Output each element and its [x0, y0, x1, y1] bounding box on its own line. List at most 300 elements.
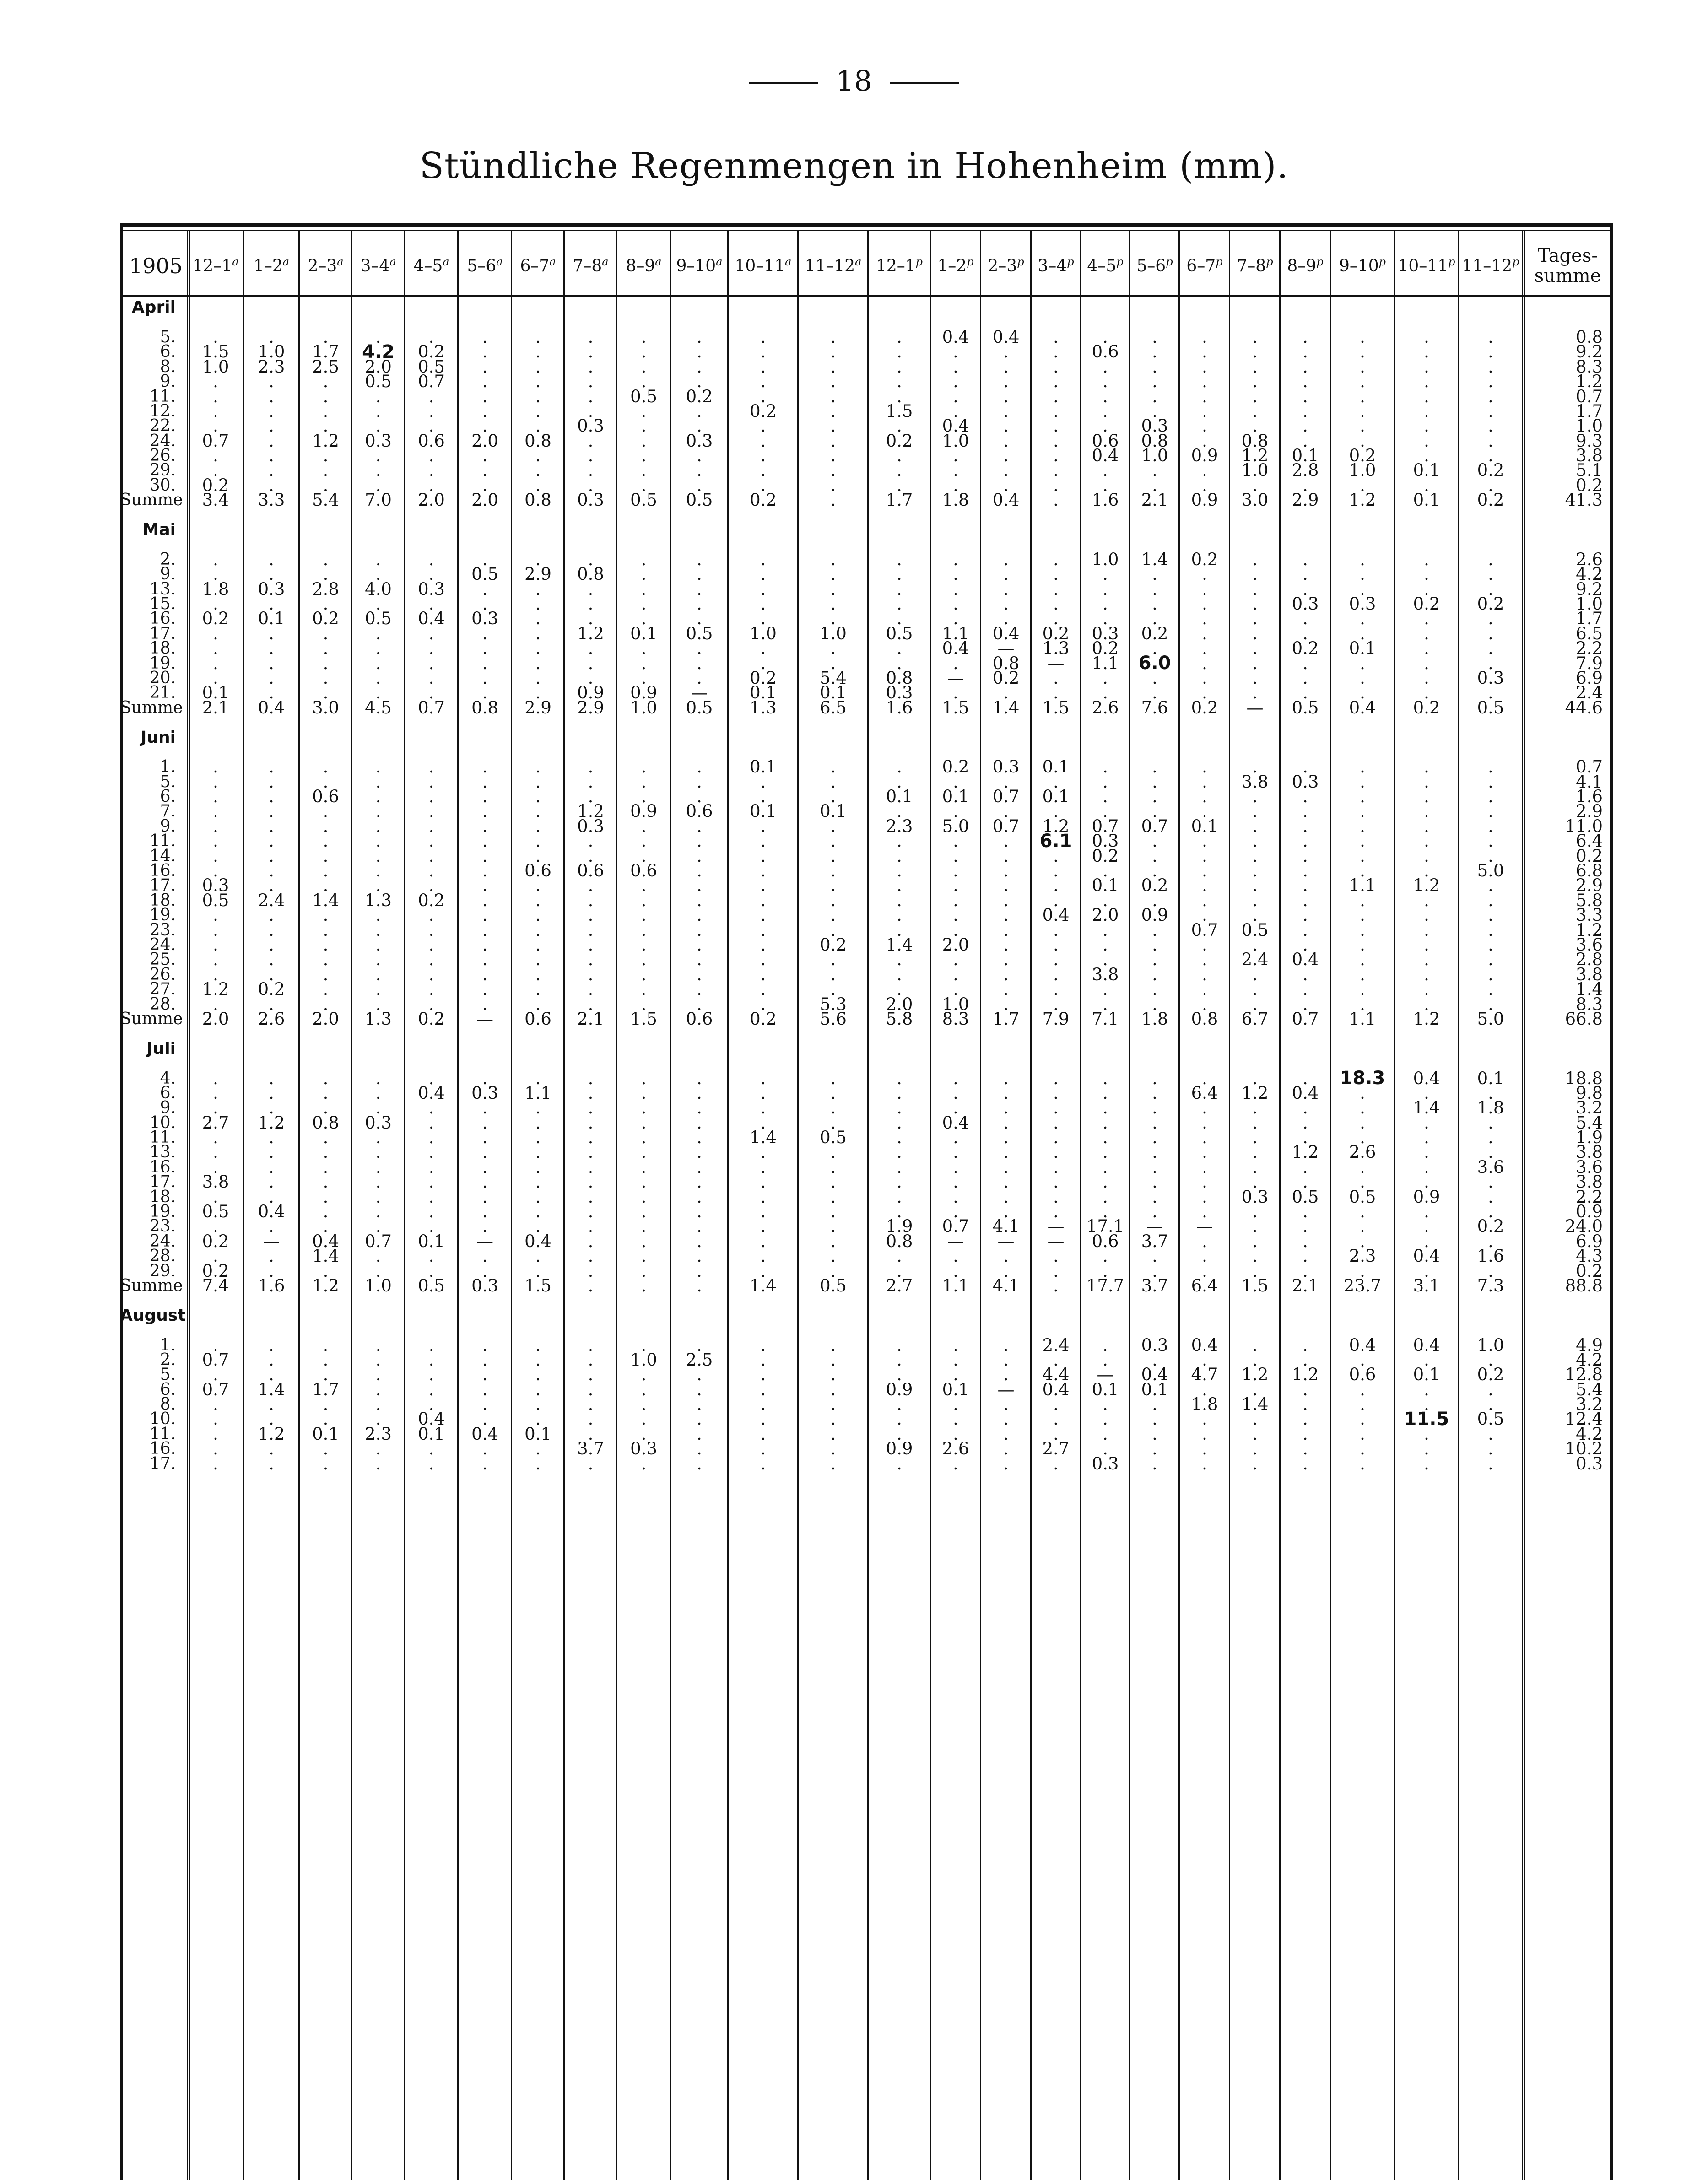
sum-value: 0.5: [630, 490, 657, 510]
hourly-value: .: [482, 1098, 488, 1118]
spacer-cell: [1523, 1308, 1613, 1323]
hourly-value: .: [697, 994, 702, 1014]
hourly-value: .: [588, 757, 594, 777]
hourly-value: .: [760, 1113, 766, 1133]
hourly-value: .: [1202, 475, 1207, 495]
hourly-value: 0.2: [1477, 460, 1504, 481]
daily-total: 5.4: [1576, 1379, 1603, 1399]
hourly-value: .: [1152, 1098, 1157, 1118]
hourly-value: .: [830, 890, 836, 910]
hourly-value: .: [1003, 1128, 1009, 1148]
hourly-value: .: [428, 1157, 434, 1177]
spacer-cell: [1130, 300, 1179, 315]
day-label: 18.: [149, 639, 176, 658]
hourly-value: .: [1152, 890, 1157, 910]
hourly-value: .: [588, 875, 594, 896]
hourly-value: .: [1488, 446, 1493, 466]
hourly-value: .: [1152, 801, 1157, 821]
hourly-value: —: [947, 1231, 964, 1251]
daily-total: 6.9: [1576, 1231, 1603, 1251]
hourly-value: —: [997, 1231, 1015, 1251]
daily-total: 9.2: [1576, 579, 1603, 599]
hourly-value: .: [760, 1202, 766, 1222]
hour-range: 10–11: [735, 256, 785, 275]
hourly-value: .: [760, 1261, 766, 1281]
hourly-value: .: [535, 1246, 541, 1266]
hourly-value: .: [213, 386, 218, 406]
hourly-value: .: [1252, 1068, 1258, 1088]
hourly-value: .: [269, 594, 274, 614]
day-label: 11.: [149, 1424, 176, 1443]
hourly-value: .: [830, 446, 836, 466]
hourly-value: 2.3: [258, 356, 285, 377]
hourly-value: .: [1360, 1216, 1365, 1237]
hourly-value: .: [1424, 638, 1429, 659]
hourly-value: .: [588, 1394, 594, 1415]
hourly-value: .: [760, 861, 766, 881]
hourly-value: .: [1360, 342, 1365, 362]
hourly-value: 1.4: [1413, 1098, 1440, 1118]
hourly-value: .: [897, 416, 902, 436]
hourly-value: .: [375, 1068, 381, 1088]
sum-value: 2.9: [577, 697, 604, 718]
hourly-value: 0.4: [1191, 1335, 1218, 1355]
spacer-cell: [1280, 1042, 1330, 1056]
hourly-value: .: [1053, 683, 1059, 703]
hourly-value: .: [269, 1157, 274, 1177]
hourly-value: 1.4: [258, 1379, 285, 1399]
hourly-value: .: [1488, 372, 1493, 392]
hourly-value: 4.0: [365, 579, 392, 599]
hourly-value: .: [1202, 890, 1207, 910]
hourly-value: .: [428, 683, 434, 703]
daily-total: 6.5: [1576, 623, 1603, 643]
spacer-cell: [352, 508, 405, 522]
hourly-value: .: [1424, 683, 1429, 703]
table-row: [120, 1383, 1613, 1397]
hourly-value: .: [1103, 1172, 1108, 1192]
sum-value: 1.0: [630, 697, 657, 718]
hourly-value: .: [269, 1409, 274, 1429]
spacer-cell: [617, 1308, 670, 1323]
hourly-value: .: [535, 757, 541, 777]
hourly-value: .: [1202, 1113, 1207, 1133]
table-row: [120, 582, 1613, 596]
hourly-value: .: [1252, 846, 1258, 866]
hourly-value: .: [641, 594, 647, 614]
day-label: 16.: [149, 861, 176, 880]
daily-total: 3.8: [1576, 1172, 1603, 1192]
hourly-value: .: [953, 1394, 958, 1415]
hourly-value: .: [428, 1394, 434, 1415]
sum-value: 2.1: [577, 1009, 604, 1029]
hourly-value: 0.4: [418, 1409, 445, 1429]
hourly-value: .: [1360, 609, 1365, 629]
hourly-value: .: [588, 1246, 594, 1266]
hourly-value: .: [375, 1439, 381, 1459]
hourly-value: .: [428, 979, 434, 999]
hour-range: 6–7: [1186, 256, 1216, 275]
hourly-value: .: [760, 1379, 766, 1399]
hourly-value: .: [1360, 846, 1365, 866]
table-row: [120, 1160, 1613, 1175]
hourly-value: .: [760, 1216, 766, 1237]
sum-value: 2.6: [1092, 697, 1119, 718]
hourly-value: .: [535, 994, 541, 1014]
spacer-cell: [1330, 508, 1395, 522]
hourly-value: .: [535, 342, 541, 362]
hourly-value: 0.2: [202, 1231, 229, 1251]
hourly-value: 0.3: [471, 1083, 498, 1103]
hour-ampm: p: [1378, 255, 1386, 268]
hourly-value: .: [375, 416, 381, 436]
hourly-value: .: [482, 979, 488, 999]
hourly-value: .: [323, 1083, 329, 1103]
hourly-value: .: [1488, 386, 1493, 406]
hourly-value: .: [213, 846, 218, 866]
spacer-cell: [728, 1026, 798, 1041]
sum-value: 1.1: [1349, 1009, 1376, 1029]
day-label: 14.: [149, 846, 176, 865]
sum-value: 0.3: [577, 490, 604, 510]
hourly-value: .: [641, 1128, 647, 1148]
spacer-cell: [1081, 523, 1130, 537]
hourly-value: .: [697, 1439, 702, 1459]
hourly-value: .: [1488, 920, 1493, 940]
hourly-value: .: [213, 446, 218, 466]
daily-total: 10.2: [1565, 1439, 1603, 1459]
hourly-value: .: [1424, 579, 1429, 599]
hourly-value: .: [588, 890, 594, 910]
hourly-value: .: [760, 1409, 766, 1429]
hourly-value: 0.3: [471, 609, 498, 629]
hourly-value: .: [1360, 416, 1365, 436]
hourly-value: .: [697, 1394, 702, 1415]
hourly-value: .: [482, 1187, 488, 1207]
hourly-value: .: [1252, 1142, 1258, 1162]
hourly-value: .: [1202, 1439, 1207, 1459]
hourly-value: .: [1053, 890, 1059, 910]
hourly-value: .: [760, 356, 766, 377]
spacer-cell: [670, 1308, 728, 1323]
hourly-value: .: [482, 327, 488, 347]
hourly-value: .: [697, 831, 702, 851]
hourly-value: .: [1252, 549, 1258, 569]
hourly-value: .: [1488, 934, 1493, 955]
hourly-value: .: [535, 1068, 541, 1088]
hourly-value: .: [428, 757, 434, 777]
hourly-value: 0.4: [1413, 1246, 1440, 1266]
hourly-value: .: [535, 1202, 541, 1222]
hourly-value: .: [1003, 979, 1009, 999]
hourly-value: .: [428, 831, 434, 851]
hourly-value: .: [1252, 564, 1258, 584]
hourly-value: .: [323, 994, 329, 1014]
hourly-value: .: [482, 1068, 488, 1088]
hourly-value: .: [830, 1394, 836, 1415]
hourly-value: .: [213, 994, 218, 1014]
spacer-cell: [243, 300, 299, 315]
hourly-value: .: [323, 1098, 329, 1118]
hourly-value: .: [760, 1246, 766, 1266]
hourly-value: .: [641, 1142, 647, 1162]
hourly-value: .: [1003, 934, 1009, 955]
daily-total: 2.9: [1576, 875, 1603, 896]
spacer-cell: [352, 715, 405, 730]
hourly-value: .: [1003, 1083, 1009, 1103]
hourly-value: .: [760, 905, 766, 925]
hourly-value: .: [323, 1439, 329, 1459]
table-row: [120, 1130, 1613, 1145]
spacer-cell: [405, 1042, 458, 1056]
hour-range: 6–7: [520, 256, 550, 275]
hourly-value: .: [535, 1128, 541, 1148]
hourly-value: .: [535, 846, 541, 866]
hourly-value: .: [1303, 905, 1308, 925]
daily-total: 9.2: [1576, 342, 1603, 362]
hourly-value: .: [641, 1365, 647, 1385]
sum-value: 1.8: [942, 490, 969, 510]
hourly-value: .: [1103, 401, 1108, 421]
hourly-value: 1.5: [886, 401, 913, 421]
hourly-value: .: [1152, 327, 1157, 347]
hourly-value: .: [830, 875, 836, 896]
hourly-value: .: [428, 1098, 434, 1118]
hourly-value: .: [1152, 1261, 1157, 1281]
sum-value: 0.2: [1191, 697, 1218, 718]
day-label: 19.: [149, 654, 176, 673]
daily-total: 0.2: [1576, 846, 1603, 866]
hourly-value: .: [1424, 846, 1429, 866]
hourly-value: .: [323, 1350, 329, 1370]
sum-value: 0.8: [1191, 1009, 1218, 1029]
hourly-value: .: [269, 861, 274, 881]
hourly-value: .: [641, 890, 647, 910]
hourly-value: .: [897, 1365, 902, 1385]
hourly-value: .: [953, 1424, 958, 1444]
sum-value: 7.4: [202, 1275, 229, 1296]
hourly-value: .: [1424, 1231, 1429, 1251]
hourly-value: .: [1202, 875, 1207, 896]
hourly-value: 1.2: [1241, 446, 1269, 466]
hourly-value: .: [1303, 416, 1308, 436]
hourly-value: .: [1152, 579, 1157, 599]
hourly-value: .: [1103, 1142, 1108, 1162]
hourly-value: .: [1424, 801, 1429, 821]
hourly-value: .: [1252, 861, 1258, 881]
hourly-value: 0.2: [202, 609, 229, 629]
hourly-value: .: [482, 683, 488, 703]
hourly-value: .: [897, 564, 902, 584]
hourly-value: .: [269, 1128, 274, 1148]
hourly-value: .: [1202, 1098, 1207, 1118]
hourly-value: .: [482, 1172, 488, 1192]
sum-value: 2.9: [1292, 490, 1319, 510]
day-label: 17.: [149, 1172, 176, 1192]
hourly-value: 1.0: [750, 623, 777, 643]
hourly-value: .: [830, 460, 836, 481]
hourly-value: 5.0: [1477, 861, 1504, 881]
spacer-cell: [930, 1308, 981, 1323]
hour-ampm: p: [1316, 255, 1324, 268]
hourly-value: .: [1003, 446, 1009, 466]
hourly-value: .: [1303, 431, 1308, 451]
hourly-value: .: [1360, 653, 1365, 673]
hourly-value: 2.4: [1042, 1335, 1070, 1355]
hourly-value: .: [482, 816, 488, 836]
sum-value: 1.6: [258, 1275, 285, 1296]
hourly-value: .: [697, 875, 702, 896]
hourly-value: .: [428, 623, 434, 643]
hourly-value: .: [1488, 342, 1493, 362]
spacer-cell: [1031, 523, 1081, 537]
day-label: 19.: [149, 1202, 176, 1221]
spacer-cell: [299, 730, 352, 745]
hourly-value: .: [482, 1202, 488, 1222]
hourly-value: .: [897, 950, 902, 970]
hourly-value: .: [323, 1128, 329, 1148]
hourly-value: 0.1: [1292, 446, 1319, 466]
hourly-value: .: [1103, 1394, 1108, 1415]
hourly-value: .: [375, 594, 381, 614]
table-row: [120, 1101, 1613, 1115]
day-label: 18.: [149, 891, 176, 910]
hourly-value: .: [1053, 549, 1059, 569]
table-row: [120, 597, 1613, 611]
spacer-cell: [243, 1042, 299, 1056]
spacer-cell: [798, 730, 868, 745]
day-label: 5.: [160, 772, 176, 791]
bold-value: 18.3: [1340, 1068, 1385, 1089]
hourly-value: .: [1303, 327, 1308, 347]
hourly-value: .: [1252, 623, 1258, 643]
hourly-value: .: [1360, 623, 1365, 643]
hourly-value: 0.9: [1413, 1187, 1440, 1207]
hourly-value: .: [1053, 1098, 1059, 1118]
hourly-value: .: [375, 668, 381, 688]
table-row: [120, 1353, 1613, 1367]
daily-total: 4.2: [1576, 1350, 1603, 1370]
hourly-value: .: [760, 460, 766, 481]
sum-value: 2.9: [524, 697, 551, 718]
hourly-value: 2.3: [365, 1424, 392, 1444]
hourly-value: .: [1360, 579, 1365, 599]
hourly-value: .: [1202, 1172, 1207, 1192]
spacer-cell: [798, 508, 868, 522]
hourly-value: .: [375, 1409, 381, 1429]
hourly-value: .: [1424, 1202, 1429, 1222]
hourly-value: 0.2: [1141, 623, 1168, 643]
table-row: [120, 463, 1613, 478]
hourly-value: .: [1003, 475, 1009, 495]
hour-header: [670, 232, 728, 300]
hourly-value: .: [213, 1142, 218, 1162]
hourly-value: .: [1003, 609, 1009, 629]
hourly-value: .: [897, 1113, 902, 1133]
hourly-value: .: [1152, 787, 1157, 807]
hourly-value: .: [1202, 801, 1207, 821]
hourly-value: .: [1252, 1157, 1258, 1177]
table-row: [120, 345, 1613, 359]
hourly-value: .: [830, 1231, 836, 1251]
sum-value: 1.3: [365, 1009, 392, 1029]
hourly-value: .: [213, 1365, 218, 1385]
hourly-value: .: [760, 1142, 766, 1162]
hourly-value: .: [1360, 1172, 1365, 1192]
hourly-value: .: [830, 1261, 836, 1281]
hourly-value: 0.9: [577, 683, 604, 703]
day-label: 11.: [149, 1128, 176, 1147]
hourly-value: .: [1152, 1202, 1157, 1222]
hourly-value: .: [1424, 994, 1429, 1014]
spacer-cell: [1179, 1308, 1230, 1323]
hourly-value: .: [1103, 668, 1108, 688]
hourly-value: .: [897, 327, 902, 347]
hourly-value: .: [213, 861, 218, 881]
hourly-value: 0.9: [1191, 446, 1218, 466]
hourly-value: .: [375, 920, 381, 940]
hourly-value: .: [760, 920, 766, 940]
hourly-value: .: [1202, 1453, 1207, 1474]
hourly-value: .: [269, 994, 274, 1014]
hourly-value: .: [535, 579, 541, 599]
hourly-value: .: [1003, 846, 1009, 866]
hourly-value: 0.1: [630, 623, 657, 643]
hourly-value: 1.2: [577, 623, 604, 643]
hourly-value: 1.2: [1413, 875, 1440, 896]
hourly-value: .: [535, 460, 541, 481]
hourly-value: .: [588, 356, 594, 377]
hourly-value: .: [375, 386, 381, 406]
hourly-value: .: [641, 1098, 647, 1118]
hourly-value: .: [1303, 1128, 1308, 1148]
hourly-value: .: [1053, 1261, 1059, 1281]
hourly-value: .: [1003, 1142, 1009, 1162]
hour-ampm: p: [1166, 255, 1173, 268]
daily-total: 2.2: [1576, 1187, 1603, 1207]
sum-value: 5.4: [312, 490, 339, 510]
hourly-value: .: [641, 1246, 647, 1266]
hourly-value: .: [323, 964, 329, 984]
hourly-value: .: [1202, 431, 1207, 451]
hourly-value: 0.8: [577, 564, 604, 584]
hourly-value: .: [697, 327, 702, 347]
hourly-value: .: [588, 1157, 594, 1177]
spacer-cell: [728, 508, 798, 522]
hourly-value: .: [1053, 594, 1059, 614]
page-number-dash-left: [749, 82, 818, 84]
daily-total: 4.9: [1576, 1335, 1603, 1355]
daily-total: 3.8: [1576, 964, 1603, 984]
hourly-value: 1.7: [312, 342, 339, 362]
table-row: [120, 789, 1613, 804]
hourly-value: 0.7: [418, 372, 445, 392]
spacer-cell: [405, 1293, 458, 1308]
hourly-value: .: [482, 1350, 488, 1370]
spacer-cell: [512, 715, 564, 730]
hourly-value: .: [1252, 979, 1258, 999]
hourly-value: .: [428, 1246, 434, 1266]
table-row: [120, 389, 1613, 404]
hourly-value: .: [830, 327, 836, 347]
spacer-cell: [670, 1042, 728, 1056]
hourly-value: .: [897, 1172, 902, 1192]
hourly-value: .: [1053, 846, 1059, 866]
hourly-value: .: [323, 846, 329, 866]
hourly-value: .: [1488, 1187, 1493, 1207]
hourly-value: .: [1053, 356, 1059, 377]
day-label: 25.: [149, 950, 176, 969]
